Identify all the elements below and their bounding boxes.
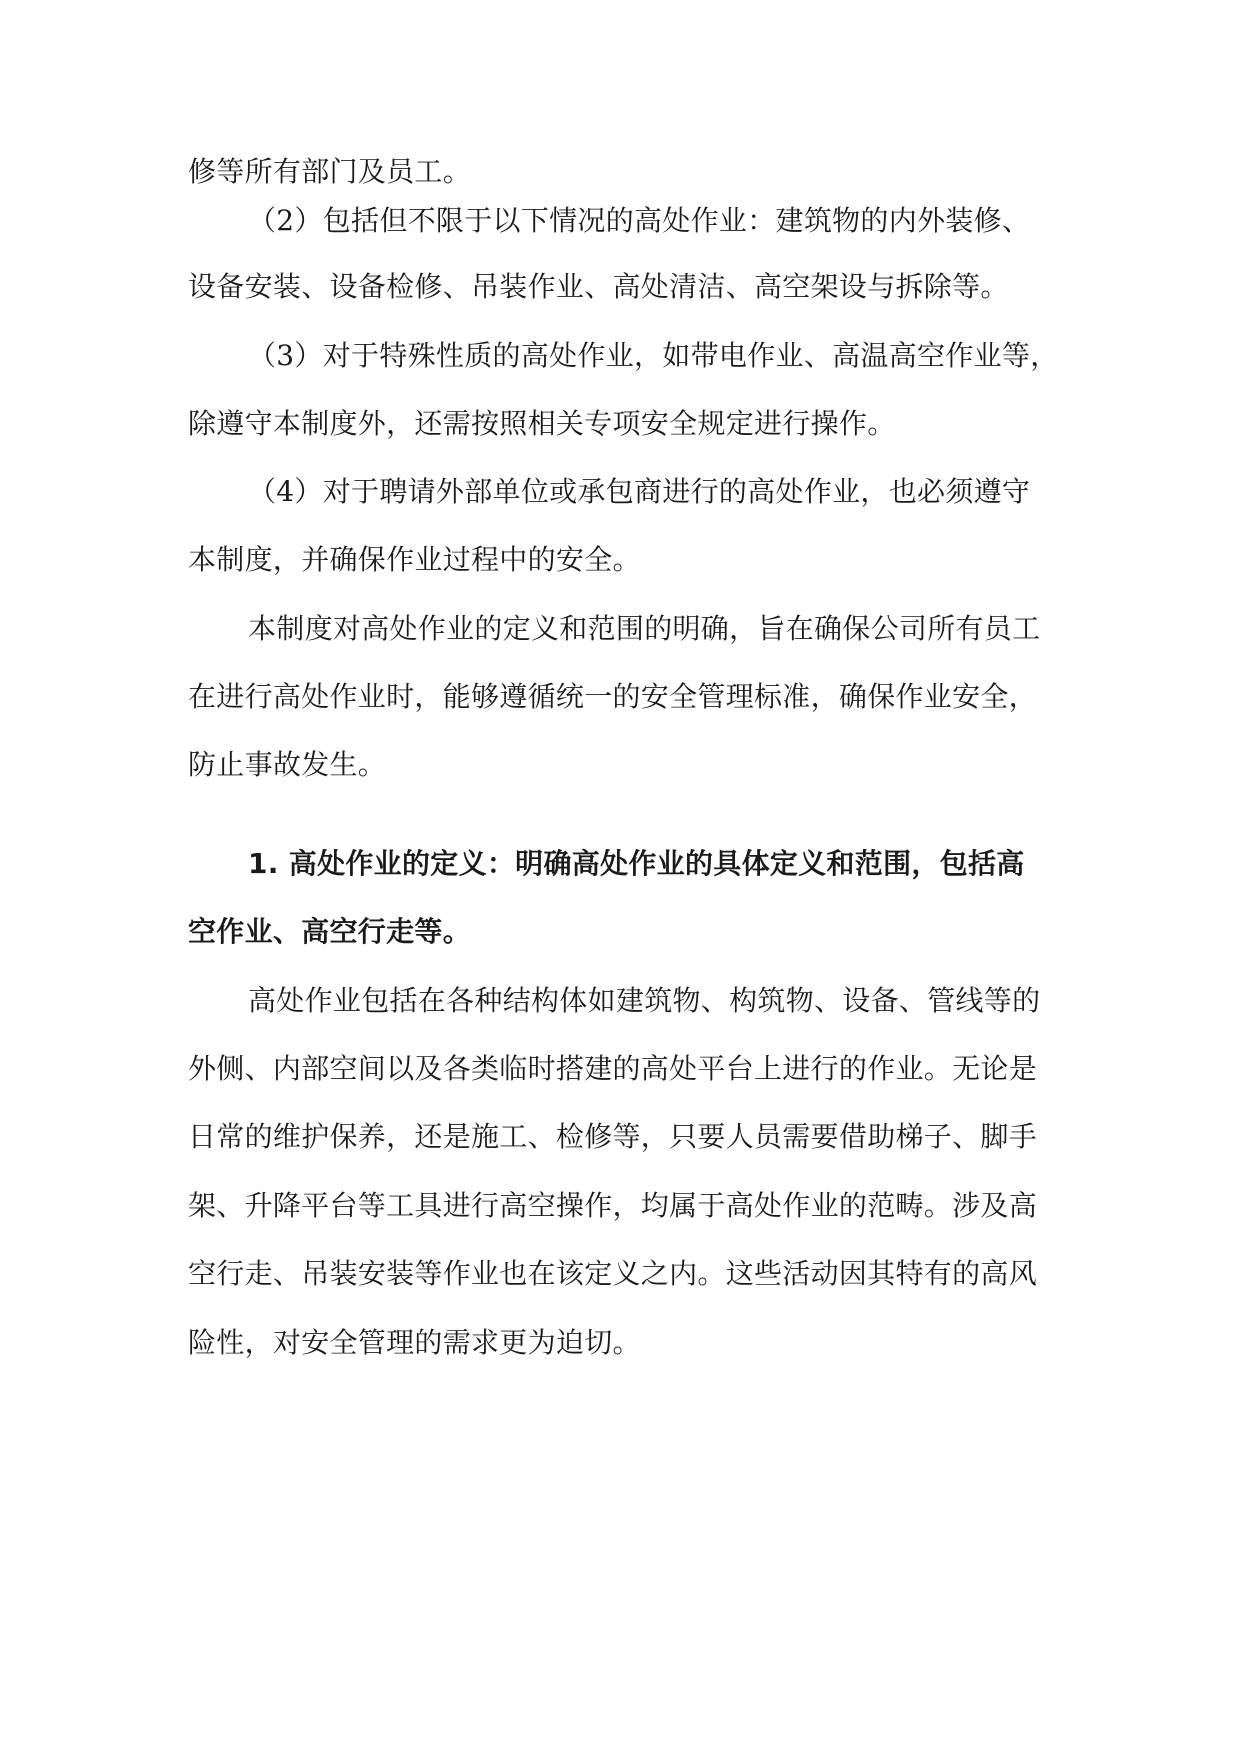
text-line: 空行走、吊装安装等作业也在该定义之内。这些活动因其特有的高风 — [188, 1257, 1038, 1290]
text-line: 日常的维护保养，还是施工、检修等，只要人员需要借助梯子、脚手 — [188, 1120, 1038, 1153]
text-line: （4）对于聘请外部单位或承包商进行的高处作业，也必须遵守 — [248, 475, 1031, 508]
text-line: 设备安装、设备检修、吊装作业、高处清洁、高空架设与拆除等。 — [188, 270, 1009, 303]
text-line: 外侧、内部空间以及各类临时搭建的高处平台上进行的作业。无论是 — [188, 1052, 1038, 1085]
text-line: 本制度对高处作业的定义和范围的明确，旨在确保公司所有员工 — [248, 612, 1041, 645]
text-line: 防止事故发生。 — [188, 748, 387, 781]
text-line: 在进行高处作业时，能够遵循统一的安全管理标准，确保作业安全， — [188, 680, 1038, 713]
section-heading-continued: 空作业、高空行走等。 — [188, 915, 472, 948]
text-line: 除遵守本制度外，还需按照相关专项安全规定进行操作。 — [188, 407, 896, 440]
text-line: 险性，对安全管理的需求更为迫切。 — [188, 1326, 641, 1359]
text-line: 本制度，并确保作业过程中的安全。 — [188, 543, 641, 576]
text-line: （3）对于特殊性质的高处作业，如带电作业、高温高空作业等， — [248, 339, 1059, 372]
section-heading: 1. 高处作业的定义：明确高处作业的具体定义和范围，包括高 — [248, 847, 1025, 880]
text-line: 高处作业包括在各种结构体如建筑物、构筑物、设备、管线等的 — [248, 984, 1041, 1017]
text-line: 架、升降平台等工具进行高空操作，均属于高处作业的范畴。涉及高 — [188, 1189, 1038, 1222]
text-line: （2）包括但不限于以下情况的高处作业：建筑物的内外装修、 — [248, 204, 1031, 237]
text-line: 修等所有部门及员工。 — [188, 155, 472, 188]
